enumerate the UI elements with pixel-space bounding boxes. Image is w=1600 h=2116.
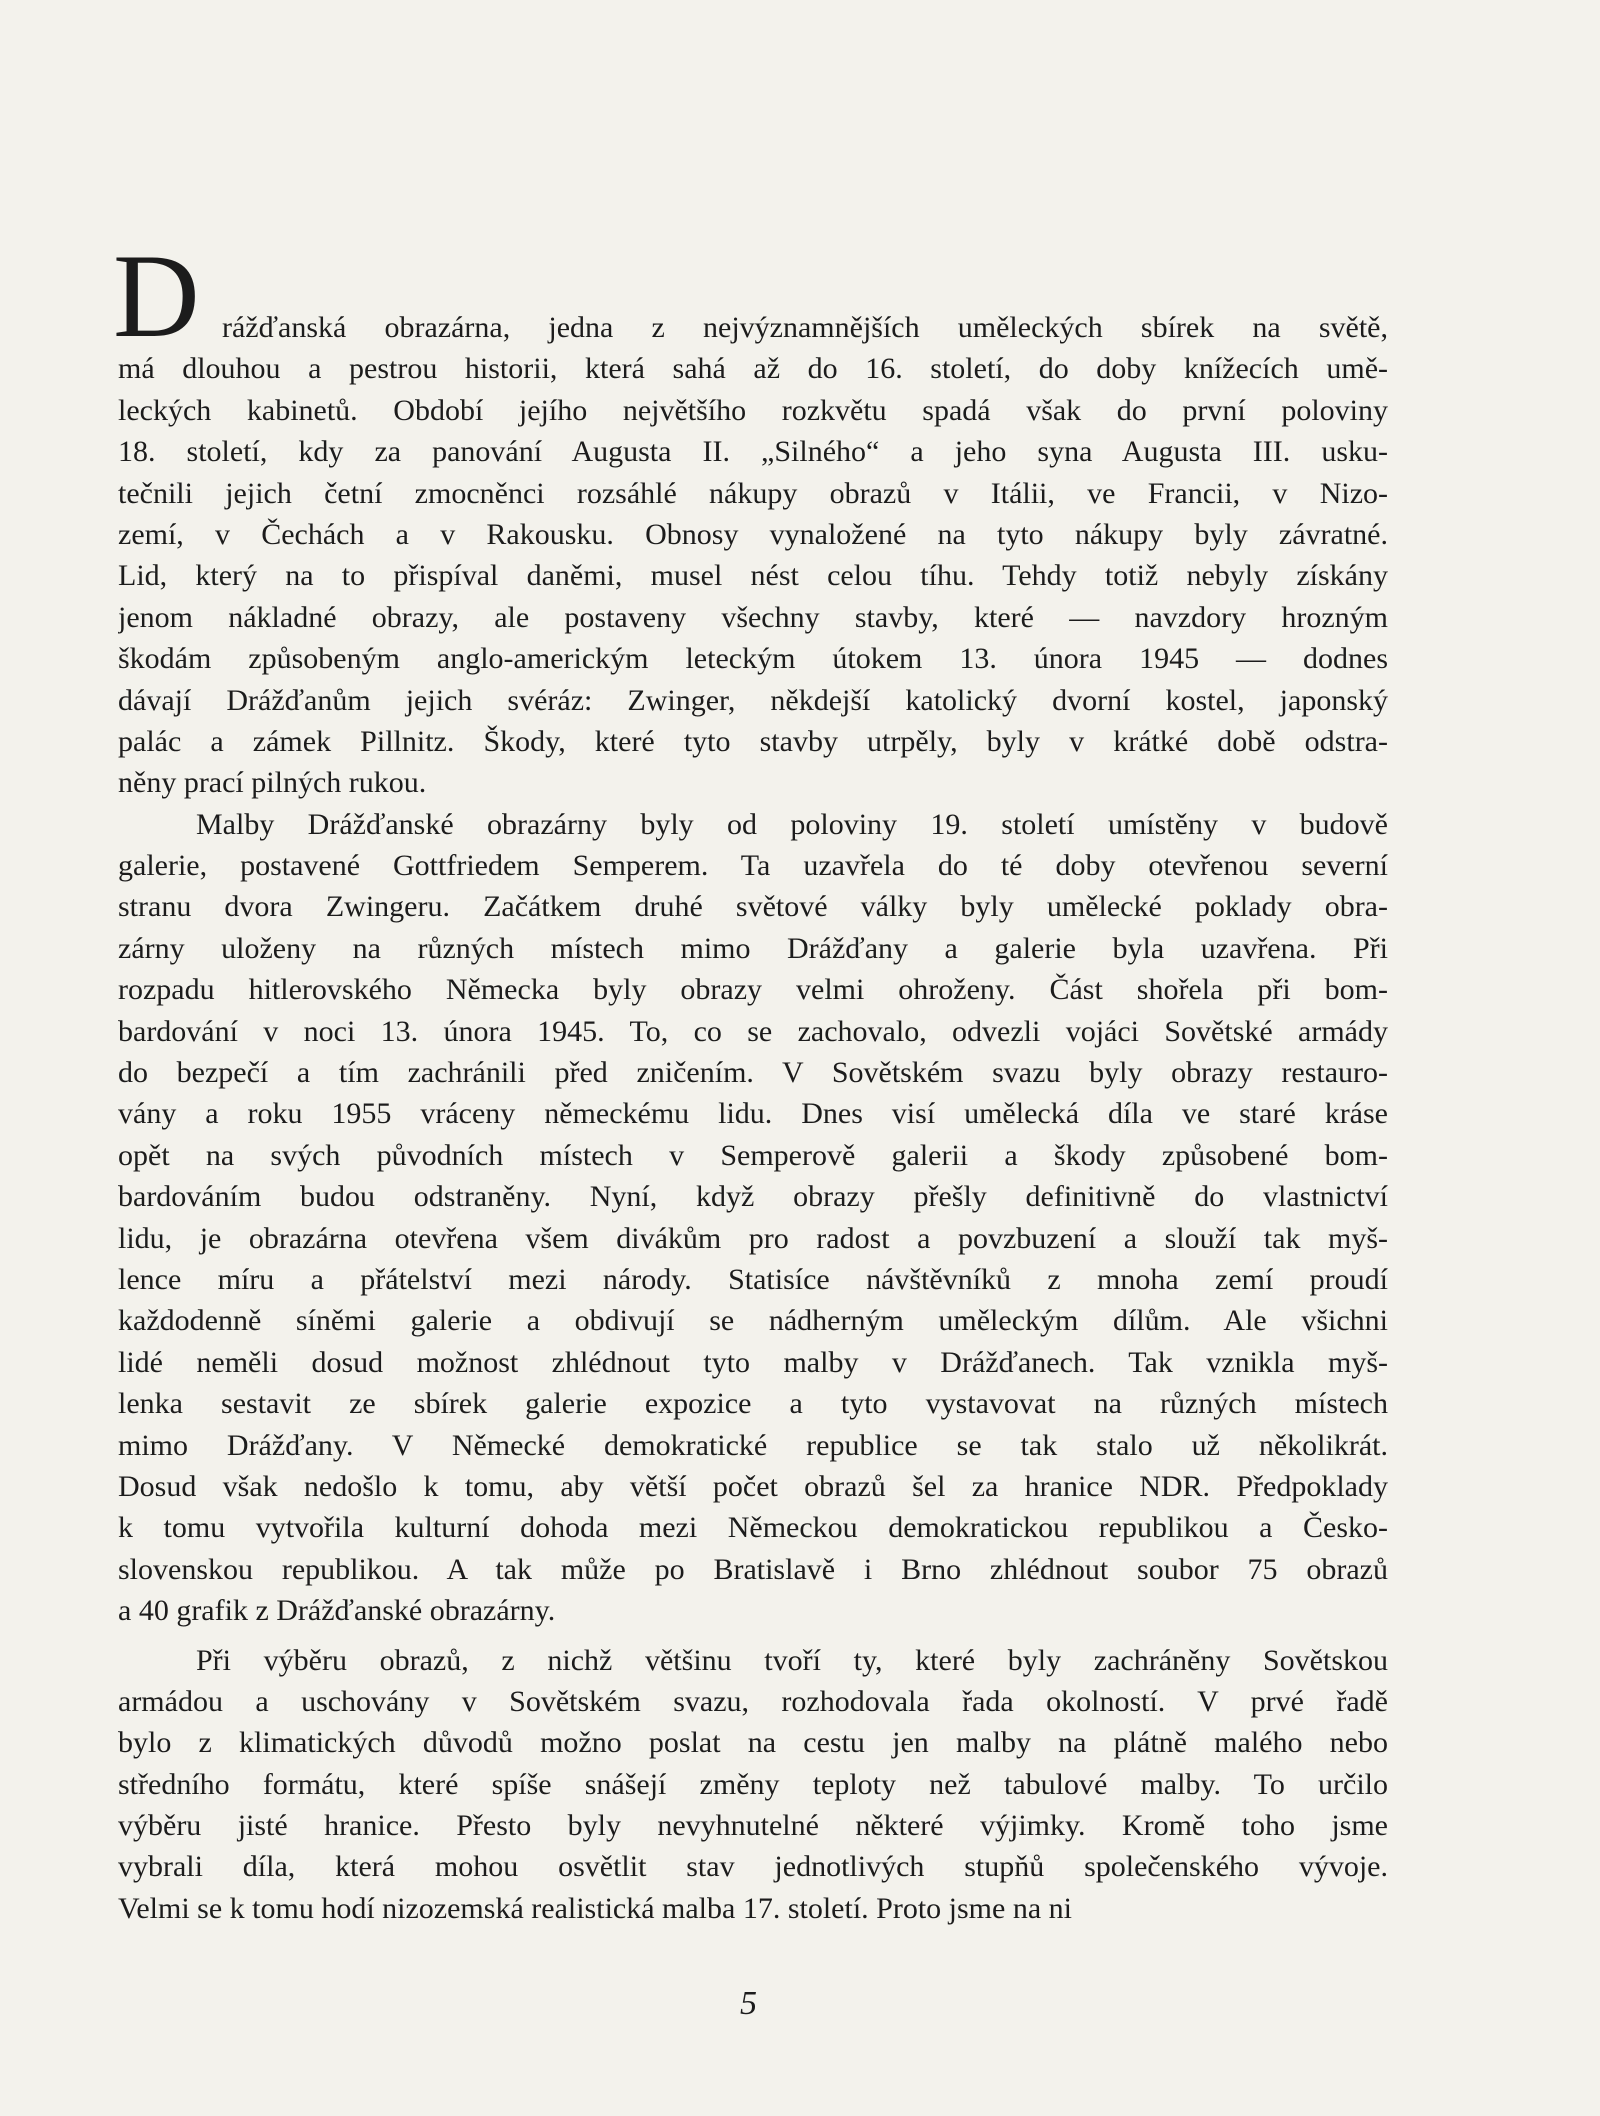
text-line: mimo Drážďany. V Německé demokratické republice se tak stalo už několikrát. — [118, 1428, 1388, 1462]
text-line: Dosud však nedošlo k tomu, aby větší počet obrazů šel za hranice NDR. Předpoklady — [118, 1469, 1388, 1503]
text-line: rážďanská obrazárna, jedna z nejvýznamnějších uměleckých sbírek na světě, — [222, 311, 1388, 344]
text-line: lidé neměli dosud možnost zhlédnout tyto malby v Drážďanech. Tak vznikla myš- — [118, 1345, 1388, 1379]
text-line: Lid, který na to přispíval daněmi, musel nést celou tíhu. Tehdy totiž nebyly získány — [118, 559, 1388, 593]
text-line: má dlouhou a pestrou historii, která sahá až do 16. století, do doby knížecích umě- — [118, 352, 1388, 386]
text-line: do bezpečí a tím zachránili před zničením. V Sovětském svazu byly obrazy restauro- — [118, 1056, 1388, 1090]
text-line: dávají Drážďanům jejich svéráz: Zwinger, někdejší katolický dvorní kostel, japonský — [118, 683, 1388, 717]
paragraph — [118, 1640, 1388, 1930]
text-line: vybrali díla, která mohou osvětlit stav jednotlivých stupňů společenského vývoje. — [118, 1850, 1388, 1884]
text-line: lidu, je obrazárna otevřena všem divákům pro radost a povzbuzení a slouží tak myš- — [118, 1221, 1388, 1255]
text-line: bardováním budou odstraněny. Nyní, když obrazy přešly definitivně do vlastnictví — [118, 1180, 1388, 1214]
text-line: výběru jisté hranice. Přesto byly nevyhnutelné některé výjimky. Kromě toho jsme — [118, 1809, 1388, 1843]
page-number: 5 — [740, 1985, 757, 2022]
text-line: jenom nákladné obrazy, ale postaveny všechny stavby, které — navzdory hrozným — [118, 600, 1388, 634]
text-line: vány a roku 1955 vráceny německému lidu. Dnes visí umělecká díla ve staré kráse — [118, 1097, 1388, 1131]
text-line: Velmi se k tomu hodí nizozemská realistická malba 17. století. Proto jsme na ni — [118, 1891, 1072, 1925]
text-line: bylo z klimatických důvodů možno poslat na cestu jen malby na plátně malého nebo — [118, 1726, 1388, 1760]
text-line: stranu dvora Zwingeru. Začátkem druhé světové války byly umělecké poklady obra- — [118, 890, 1388, 924]
drop-cap: D — [113, 229, 200, 362]
text-line: každodenně síněmi galerie a obdivují se nádherným uměleckým dílům. Ale všichni — [118, 1304, 1388, 1338]
text-line: opět na svých původních místech v Semperově galerii a škody způsobené bom- — [118, 1138, 1388, 1172]
text-line: Při výběru obrazů, z nichž většinu tvoří ty, které byly zachráněny Sovětskou — [196, 1643, 1388, 1677]
text-line: středního formátu, které spíše snášejí změny teploty než tabulové malby. To určilo — [118, 1767, 1388, 1801]
text-line: Malby Drážďanské obrazárny byly od poloviny 19. století umístěny v budově — [196, 807, 1388, 841]
text-line: palác a zámek Pillnitz. Škody, které tyto stavby utrpěly, byly v krátké době odstra- — [118, 724, 1388, 758]
text-line: a 40 grafik z Drážďanské obrazárny. — [118, 1594, 556, 1628]
text-line: škodám způsobeným anglo-americkým leteckým útokem 13. února 1945 — dodnes — [118, 642, 1388, 676]
text-line: 18. století, kdy za panování Augusta II. „Silného“ a jeho syna Augusta III. usku- — [118, 435, 1388, 469]
text-line: k tomu vytvořila kulturní dohoda mezi Německou demokratickou republikou a Česko- — [118, 1511, 1388, 1545]
text-line: něny prací pilných rukou. — [118, 766, 427, 800]
text-line: tečnili jejich četní zmocněnci rozsáhlé nákupy obrazů v Itálii, ve Francii, v Nizo- — [118, 476, 1388, 510]
text-line: armádou a uschovány v Sovětském svazu, rozhodovala řada okolností. V prvé řadě — [118, 1684, 1388, 1718]
paragraph — [118, 307, 1388, 804]
body-text — [118, 307, 1388, 1929]
text-line: slovenskou republikou. A tak může po Bratislavě i Brno zhlédnout soubor 75 obrazů — [118, 1552, 1388, 1586]
text-line: lence míru a přátelství mezi národy. Statisíce návštěvníků z mnoha zemí proudí — [118, 1262, 1388, 1296]
text-line: zárny uloženy na různých místech mimo Drážďany a galerie byla uzavřena. Při — [118, 931, 1388, 965]
text-line: rozpadu hitlerovského Německa byly obrazy velmi ohroženy. Část shořela při bom- — [118, 973, 1388, 1007]
text-line: bardování v noci 13. února 1945. To, co se zachovalo, odvezli vojáci Sovětské armády — [118, 1014, 1388, 1048]
text-line: zemí, v Čechách a v Rakousku. Obnosy vynaložené na tyto nákupy byly závratné. — [118, 517, 1388, 551]
text-line: galerie, postavené Gottfriedem Semperem. Ta uzavřela do té doby otevřenou severní — [118, 849, 1388, 883]
text-line: lenka sestavit ze sbírek galerie expozice a tyto vystavovat na různých místech — [118, 1387, 1388, 1421]
paragraph — [118, 804, 1388, 1632]
text-line: leckých kabinetů. Období jejího největšího rozkvětu spadá však do první poloviny — [118, 393, 1388, 427]
